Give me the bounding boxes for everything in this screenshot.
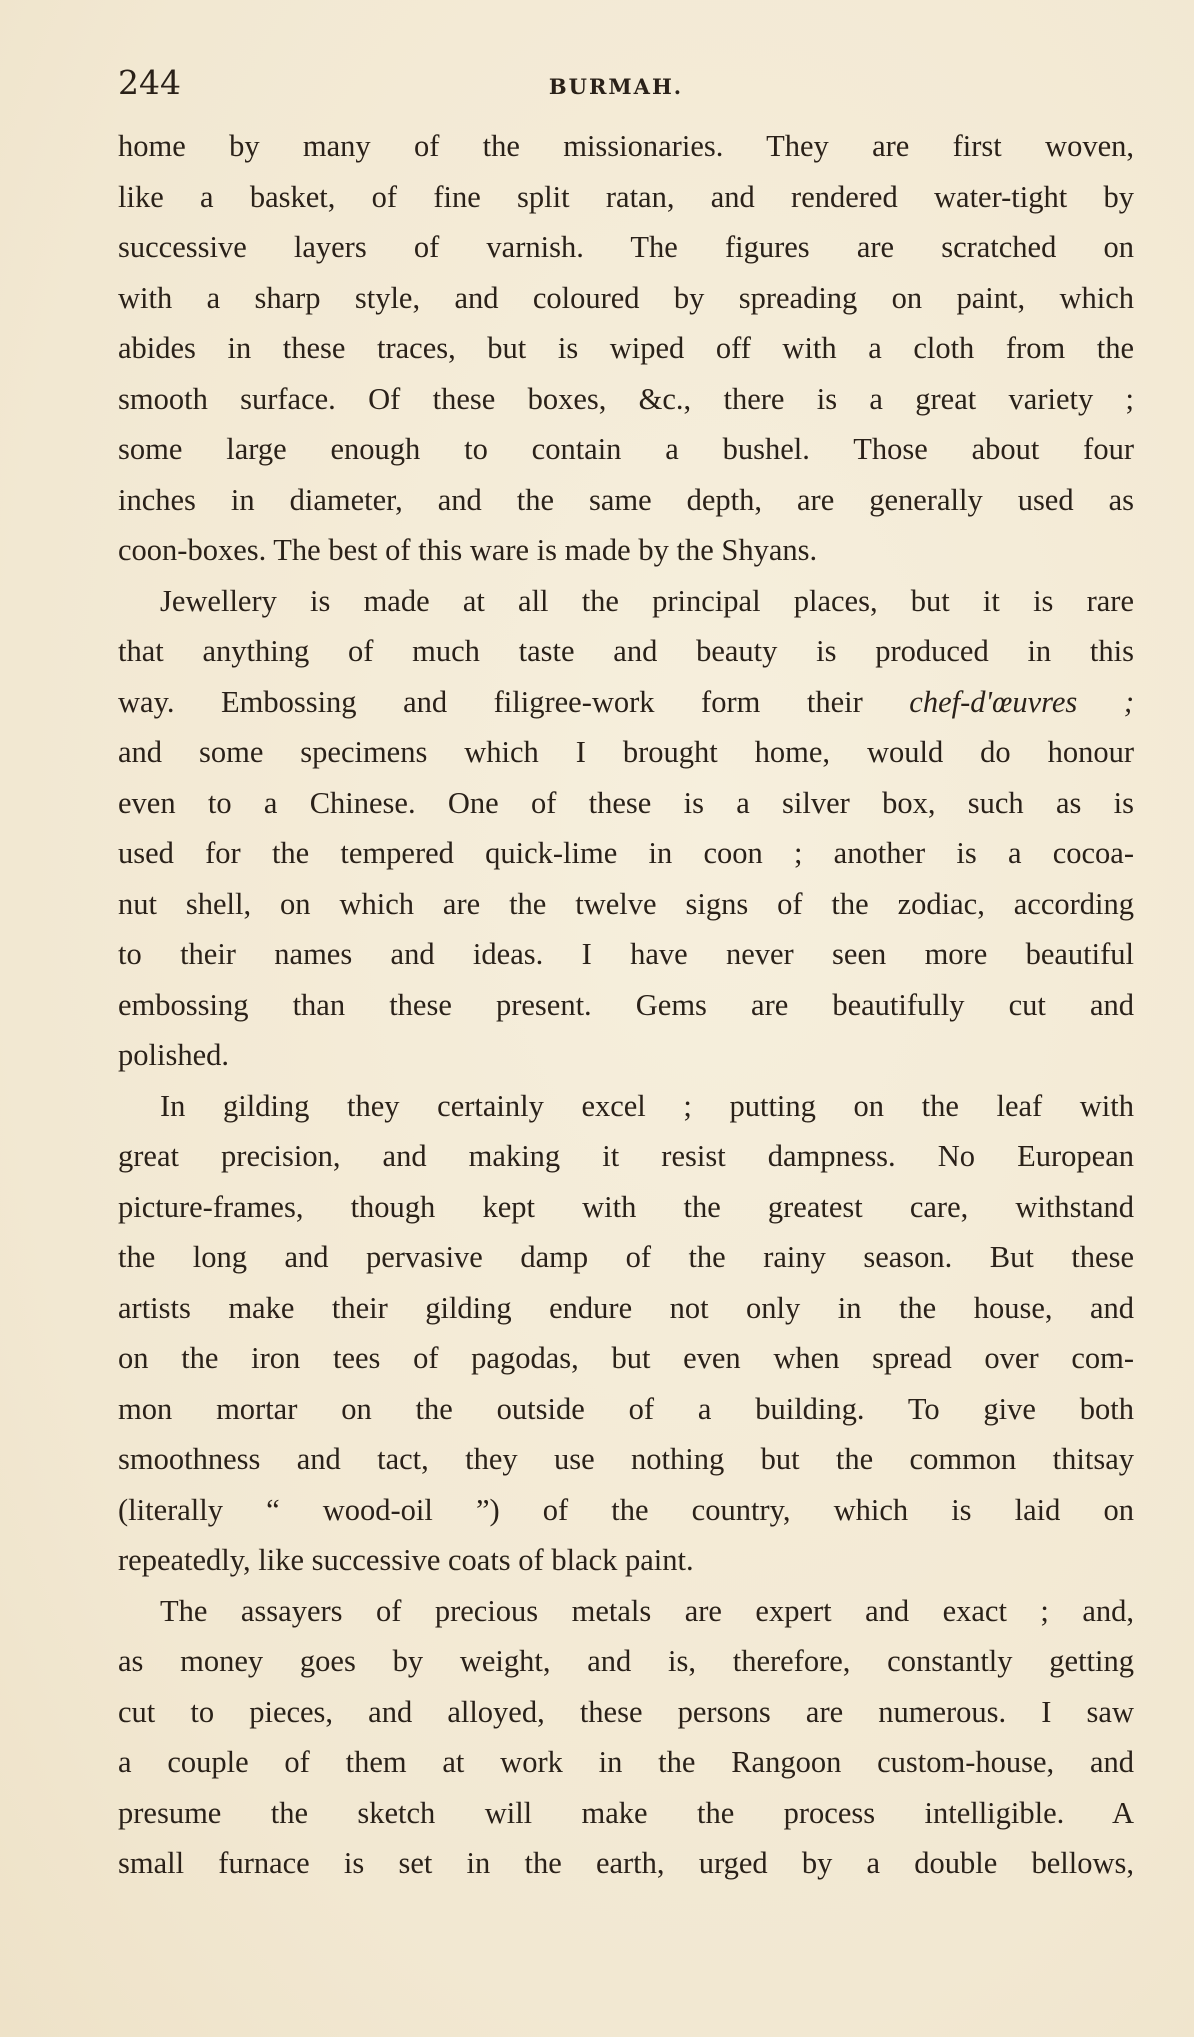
text-line: embossing than these present. Gems are beautifully cut and [118, 987, 1134, 1022]
text-line: on the iron tees of pagodas, but even when spread over com- [118, 1341, 1134, 1375]
paragraph [118, 1081, 1134, 1586]
paragraph [118, 1586, 1134, 1889]
text-line: a couple of them at work in the Rangoon custom-house, and [118, 1745, 1134, 1779]
running-head: BURMAH. [548, 74, 684, 99]
page-header [118, 58, 1134, 108]
text-line: home by many of the missionaries. They are first woven, [118, 129, 1134, 163]
text-line: artists make their gilding endure not only in the house, and [118, 1290, 1134, 1325]
body-text [118, 121, 1134, 1889]
text-line: as money goes by weight, and is, therefore, constantly getting [118, 1644, 1134, 1678]
text-line: abides in these traces, but is wiped off with a cloth from the [118, 331, 1134, 365]
text-line: nut shell, on which are the twelve signs of the zodiac, according [118, 886, 1134, 921]
text-line: with a sharp style, and coloured by spreading on paint, which [118, 280, 1134, 315]
text-line: coon-boxes. The best of this ware is made by the Shyans. [118, 533, 818, 567]
paragraph [118, 121, 1134, 576]
text-line: In gilding they certainly excel ; putting on the leaf with [160, 1088, 1134, 1123]
text-line: some large enough to contain a bushel. Those about four [118, 432, 1134, 466]
text-line: used for the tempered quick-lime in coon ; another is a cocoa- [118, 836, 1134, 870]
text-line: great precision, and making it resist dampness. No European [118, 1139, 1134, 1173]
text-line: small furnace is set in the earth, urged by a double bellows, [118, 1846, 1134, 1880]
page-number: 244 [118, 63, 181, 102]
text-line: smooth surface. Of these boxes, &c., there is a great variety ; [118, 381, 1134, 416]
text-line: picture-frames, though kept with the greatest care, withstand [118, 1189, 1134, 1224]
text-segment: way. Embossing and filigree-work form their [118, 684, 910, 719]
text-line: successive layers of varnish. The figures are scratched on [118, 230, 1134, 264]
text-line: Jewellery is made at all the principal places, but it is rare [160, 583, 1134, 618]
text-line: even to a Chinese. One of these is a silver box, such as is [118, 785, 1134, 820]
text-line: smoothness and tact, they use nothing but the common thitsay [118, 1442, 1134, 1476]
text-line: that anything of much taste and beauty is produced in this [118, 634, 1134, 668]
text-line: (literally “ wood-oil ”) of the country, which is laid on [118, 1492, 1134, 1527]
text-line: and some specimens which I brought home, would do honour [118, 735, 1134, 769]
text-line: mon mortar on the outside of a building. To give both [118, 1391, 1134, 1426]
text-line: presume the sketch will make the process intelligible. A [118, 1795, 1134, 1830]
text-line: inches in diameter, and the same depth, are generally used as [118, 482, 1134, 517]
text-line: The assayers of precious metals are expert and exact ; and, [160, 1593, 1134, 1628]
text-line: polished. [118, 1038, 229, 1072]
text-line: cut to pieces, and alloyed, these persons are numerous. I saw [118, 1694, 1134, 1729]
text-line: the long and pervasive damp of the rainy season. But these [118, 1240, 1134, 1274]
text-line: repeatedly, like successive coats of black paint. [118, 1543, 694, 1577]
italic-phrase: chef-d'œuvres ; [909, 684, 1134, 719]
text-line [118, 677, 1134, 728]
text-line: like a basket, of fine split ratan, and rendered water-tight by [118, 179, 1134, 214]
text-line: to their names and ideas. I have never seen more beautiful [118, 937, 1134, 971]
paragraph [118, 576, 1134, 1081]
